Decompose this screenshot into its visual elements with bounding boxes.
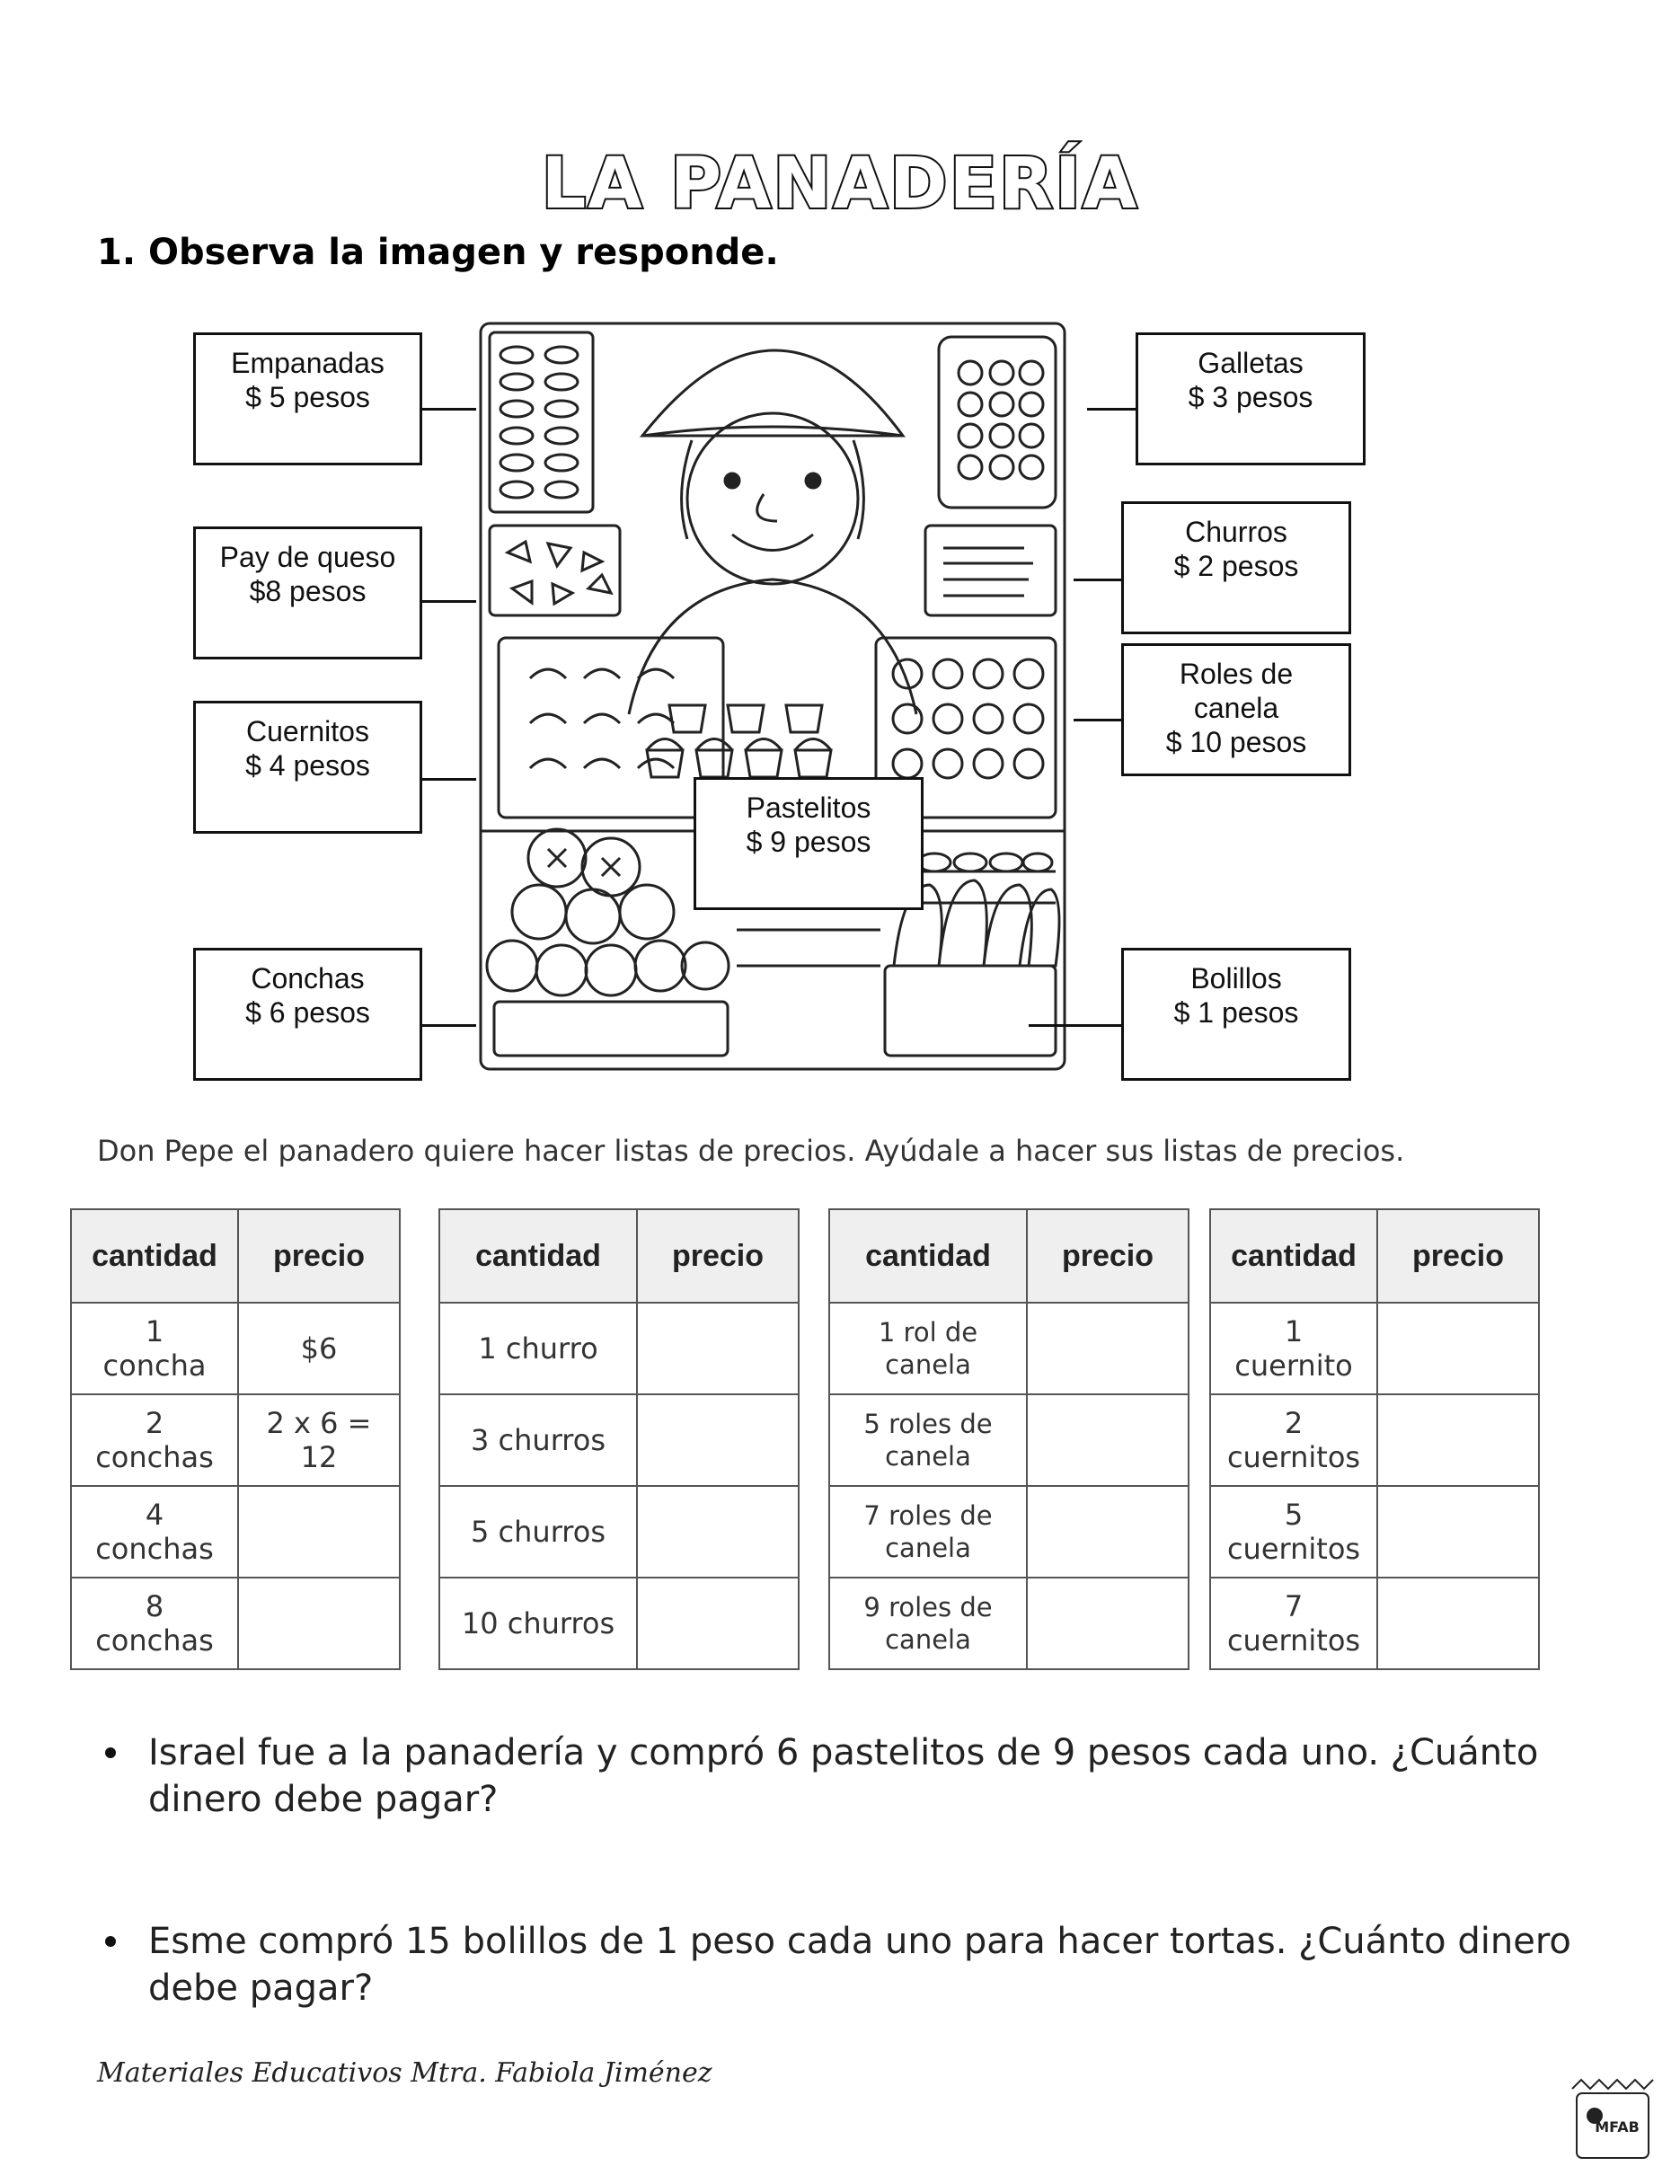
label-cuernitos-price: $ 4 pesos — [245, 749, 370, 782]
empanadas-leader — [420, 408, 476, 411]
cell-precio[interactable] — [1027, 1578, 1189, 1669]
question-2 — [148, 1918, 1586, 2012]
conchas-drawing — [487, 829, 729, 995]
question-1 — [148, 1729, 1586, 1823]
cell-cantidad: 5 roles de canela — [829, 1394, 1027, 1486]
empanadas-drawing — [500, 347, 578, 498]
label-conchas-price: $ 6 pesos — [245, 996, 370, 1029]
label-conchas — [193, 948, 422, 1081]
label-cuernitos-name: Cuernitos — [246, 715, 369, 747]
label-conchas-name: Conchas — [251, 962, 365, 995]
label-roles — [1121, 643, 1351, 776]
label-pastelitos — [694, 777, 924, 910]
cell-precio[interactable] — [238, 1486, 400, 1578]
galletas-drawing — [959, 361, 1043, 479]
question-1-text: Israel fue a la panadería y compró 6 pastelitos de 9 pesos cada uno. ¿Cuánto dinero debe pagar? — [148, 1732, 1539, 1820]
label-pastelitos-name: Pastelitos — [746, 791, 871, 824]
header-precio: precio — [1027, 1209, 1189, 1303]
cell-precio[interactable] — [1027, 1486, 1189, 1578]
cell-precio[interactable] — [637, 1394, 799, 1486]
label-bolillos-price: $ 1 pesos — [1173, 996, 1299, 1029]
price-table-churros — [438, 1208, 800, 1670]
instructions-subtext: Don Pepe el panadero quiere hacer listas de precios. Ayúdale a hacer sus listas de precios. — [97, 1134, 1405, 1168]
label-empanadas-name: Empanadas — [231, 347, 385, 379]
cell-precio[interactable] — [1377, 1303, 1539, 1394]
pay-leader — [420, 600, 476, 603]
label-churros — [1121, 501, 1351, 634]
bullet-icon — [105, 1936, 116, 1947]
page-title: LA PANADERÍA — [541, 144, 1139, 225]
label-galletas-price: $ 3 pesos — [1188, 381, 1313, 413]
mfab-logo — [1568, 2071, 1658, 2165]
cell-cantidad: 10 churros — [439, 1578, 637, 1669]
roles-leader — [1074, 719, 1123, 721]
header-cantidad: cantidad — [71, 1209, 238, 1303]
question-2-text: Esme compró 15 bolillos de 1 peso cada uno para hacer tortas. ¿Cuánto dinero debe pagar? — [148, 1921, 1571, 2009]
price-table-cuernitos — [1209, 1208, 1540, 1670]
label-churros-price: $ 2 pesos — [1173, 550, 1299, 582]
header-precio: precio — [1377, 1209, 1539, 1303]
cell-precio[interactable] — [1377, 1394, 1539, 1486]
label-galletas-name: Galletas — [1198, 347, 1304, 379]
cell-cantidad: 5 cuernitos — [1210, 1486, 1377, 1578]
label-galletas — [1136, 332, 1366, 465]
logo-text: MFAB — [1595, 2118, 1640, 2135]
cell-precio[interactable] — [1377, 1486, 1539, 1578]
cuernitos-drawing — [530, 669, 674, 768]
cell-cantidad: 8 conchas — [71, 1578, 238, 1669]
label-empanadas — [193, 332, 422, 465]
galletas-leader — [1087, 408, 1136, 411]
price-table-conchas — [70, 1208, 401, 1670]
cell-cantidad: 2 conchas — [71, 1394, 238, 1486]
label-roles-line2: canela — [1193, 692, 1279, 724]
roles-de-canela-drawing — [893, 659, 1043, 778]
cell-cantidad: 4 conchas — [71, 1486, 238, 1578]
header-cantidad: cantidad — [1210, 1209, 1377, 1303]
cell-precio[interactable] — [637, 1303, 799, 1394]
instruction: 1. Observa la imagen y responde. — [97, 232, 779, 273]
cell-precio[interactable] — [637, 1578, 799, 1669]
header-precio: precio — [238, 1209, 400, 1303]
label-pay-price: $8 pesos — [249, 575, 367, 607]
cell-precio[interactable]: $6 — [238, 1303, 400, 1394]
cell-cantidad: 1 cuernito — [1210, 1303, 1377, 1394]
cell-cantidad: 2 cuernitos — [1210, 1394, 1377, 1486]
header-cantidad: cantidad — [829, 1209, 1027, 1303]
conchas-leader — [420, 1024, 476, 1027]
cell-precio[interactable] — [637, 1486, 799, 1578]
label-roles-line1: Roles de — [1179, 658, 1294, 690]
label-cuernitos — [193, 701, 422, 834]
cell-precio[interactable] — [1027, 1394, 1189, 1486]
cell-precio[interactable] — [1377, 1578, 1539, 1669]
label-pastelitos-price: $ 9 pesos — [746, 826, 871, 858]
label-pay-name: Pay de queso — [219, 541, 396, 573]
cell-cantidad: 7 cuernitos — [1210, 1578, 1377, 1669]
label-roles-price: $ 10 pesos — [1165, 726, 1307, 758]
bakery-illustration-image — [467, 319, 1078, 1083]
label-bolillos — [1121, 948, 1351, 1081]
cell-cantidad: 5 churros — [439, 1486, 637, 1578]
label-churros-name: Churros — [1185, 516, 1287, 548]
cell-cantidad: 1 rol de canela — [829, 1303, 1027, 1394]
price-table-roles — [828, 1208, 1189, 1670]
cell-precio[interactable] — [1027, 1303, 1189, 1394]
label-empanadas-price: $ 5 pesos — [245, 381, 370, 413]
cell-cantidad: 1 churro — [439, 1303, 637, 1394]
cell-cantidad: 1 concha — [71, 1303, 238, 1394]
label-pay — [193, 526, 422, 659]
footer-credit: Materiales Educativos Mtra. Fabiola Jiménez — [97, 2057, 712, 2089]
cell-precio[interactable]: 2 x 6 = 12 — [238, 1394, 400, 1486]
pastelitos-drawing — [647, 705, 831, 777]
bullet-icon — [105, 1747, 116, 1758]
label-bolillos-name: Bolillos — [1190, 962, 1282, 995]
header-precio: precio — [637, 1209, 799, 1303]
churros-leader — [1074, 579, 1123, 581]
cell-cantidad: 7 roles de canela — [829, 1486, 1027, 1578]
header-cantidad: cantidad — [439, 1209, 637, 1303]
cell-cantidad: 3 churros — [439, 1394, 637, 1486]
cell-precio[interactable] — [238, 1578, 400, 1669]
bolillos-leader — [1029, 1024, 1123, 1027]
cuernitos-leader — [420, 778, 476, 781]
cell-cantidad: 9 roles de canela — [829, 1578, 1027, 1669]
